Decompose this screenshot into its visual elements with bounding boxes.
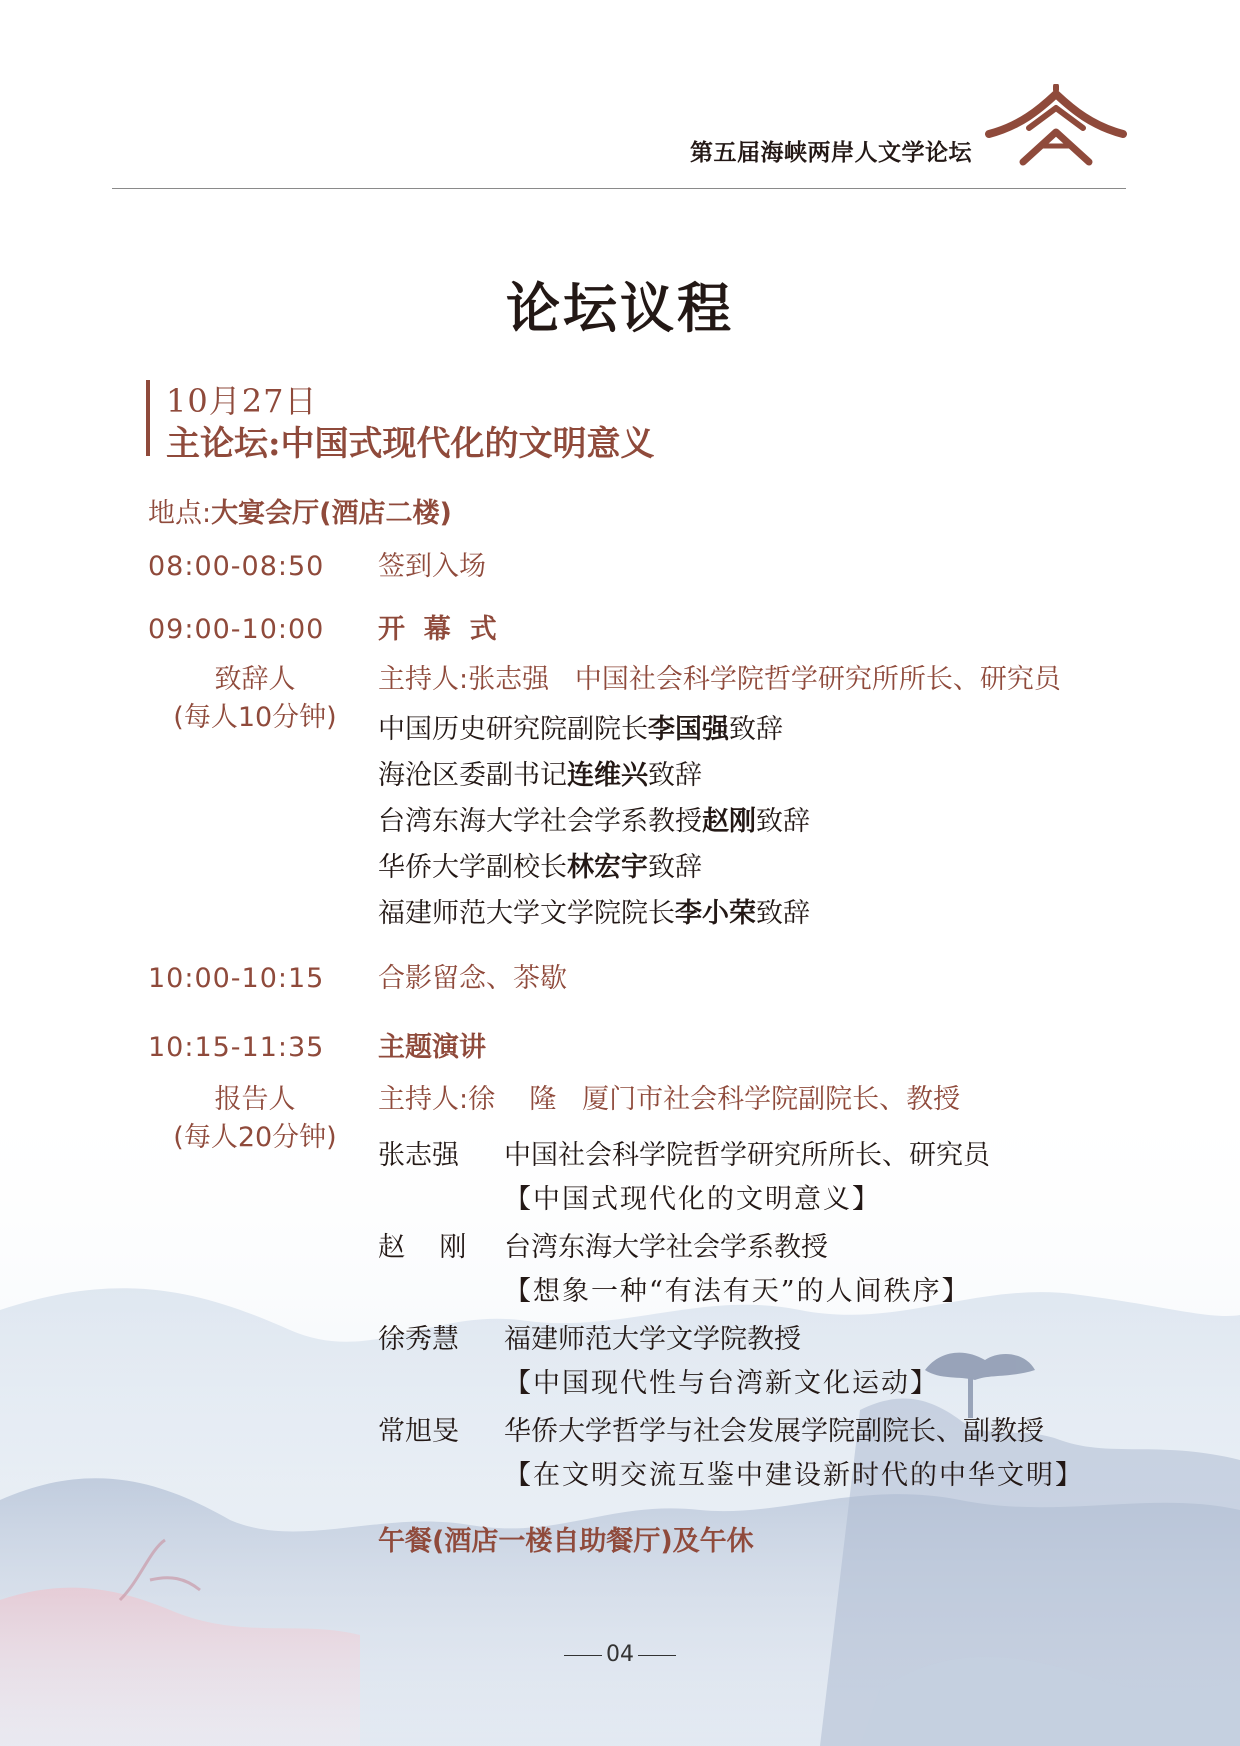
speech-name: 连维兴 <box>567 760 648 791</box>
speaker-topic: 【中国现代性与台湾新文化运动】 <box>504 1368 939 1399</box>
speech-line <box>378 804 810 840</box>
keynote-host: 主持人:徐 隆 厦门市社会科学院副院长、教授 <box>378 1084 961 1115</box>
agenda-item: 合影留念、茶歇 <box>378 963 567 994</box>
speaker-topic: 【在文明交流互鉴中建设新时代的中华文明】 <box>504 1460 1084 1491</box>
speech-line <box>378 896 810 932</box>
keynote-role-note: (每人20分钟) <box>173 1122 337 1153</box>
speaker-role: 华侨大学哲学与社会发展学院副院长、副教授 <box>504 1416 1044 1447</box>
speaker-topic: 【想象一种“有法有天”的人间秩序】 <box>504 1276 971 1307</box>
speaker-role: 福建师范大学文学院教授 <box>504 1324 801 1355</box>
section-name: 主论坛:中国式现代化的文明意义 <box>166 424 655 464</box>
page-number-value: 04 <box>606 1642 634 1667</box>
speech-line <box>378 712 783 748</box>
opening-role-label: 致辞人 <box>214 664 296 695</box>
speech-prefix: 华侨大学副校长 <box>378 852 567 883</box>
forum-name: 第五届海峡两岸人文学论坛 <box>690 140 972 166</box>
agenda-time: 08:00-08:50 <box>148 551 325 582</box>
agenda-item: 主题演讲 <box>378 1032 486 1063</box>
speaker-name: 赵 刚 <box>378 1232 467 1263</box>
agenda-time: 10:15-11:35 <box>148 1032 325 1063</box>
speech-line <box>378 758 702 794</box>
speaker-name: 常旭旻 <box>378 1416 459 1447</box>
agenda-time: 10:00-10:15 <box>148 963 325 994</box>
location <box>148 496 452 532</box>
speech-suffix: 致辞 <box>648 760 702 791</box>
section-date: 10月27日 <box>166 382 318 420</box>
speaker-role: 台湾东海大学社会学系教授 <box>504 1232 828 1263</box>
agenda-item: 签到入场 <box>378 551 486 582</box>
speech-prefix: 海沧区委副书记 <box>378 760 567 791</box>
speaker-topic: 【中国式现代化的文明意义】 <box>504 1184 881 1215</box>
speech-suffix: 致辞 <box>756 898 810 929</box>
location-value: 大宴会厅(酒店二楼) <box>211 498 452 529</box>
speech-suffix: 致辞 <box>756 806 810 837</box>
speaker-name: 徐秀慧 <box>378 1324 459 1355</box>
lunch-break: 午餐(酒店一楼自助餐厅)及午休 <box>378 1526 754 1557</box>
speech-suffix: 致辞 <box>729 714 783 745</box>
opening-role-note: (每人10分钟) <box>173 702 337 733</box>
speech-prefix: 福建师范大学文学院院长 <box>378 898 675 929</box>
speech-name: 李国强 <box>648 714 729 745</box>
opening-host: 主持人:张志强 中国社会科学院哲学研究所所长、研究员 <box>378 664 1061 695</box>
location-label: 地点: <box>148 498 212 529</box>
page-number <box>0 1642 1240 1667</box>
speech-prefix: 台湾东海大学社会学系教授 <box>378 806 702 837</box>
speech-name: 李小荣 <box>675 898 756 929</box>
speech-name: 赵刚 <box>702 806 756 837</box>
speech-suffix: 致辞 <box>648 852 702 883</box>
keynote-role-label: 报告人 <box>214 1084 296 1115</box>
speaker-role: 中国社会科学院哲学研究所所长、研究员 <box>504 1140 990 1171</box>
agenda-time: 09:00-10:00 <box>148 614 325 645</box>
section-accent-bar <box>146 380 150 456</box>
speaker-name: 张志强 <box>378 1140 459 1171</box>
page-title: 论坛议程 <box>506 276 734 340</box>
speech-line <box>378 850 702 886</box>
roof-pavilion-logo-icon <box>985 84 1127 166</box>
speech-prefix: 中国历史研究院副院长 <box>378 714 648 745</box>
speech-name: 林宏宇 <box>567 852 648 883</box>
header-divider <box>112 188 1126 189</box>
agenda-item: 开 幕 式 <box>378 614 497 645</box>
